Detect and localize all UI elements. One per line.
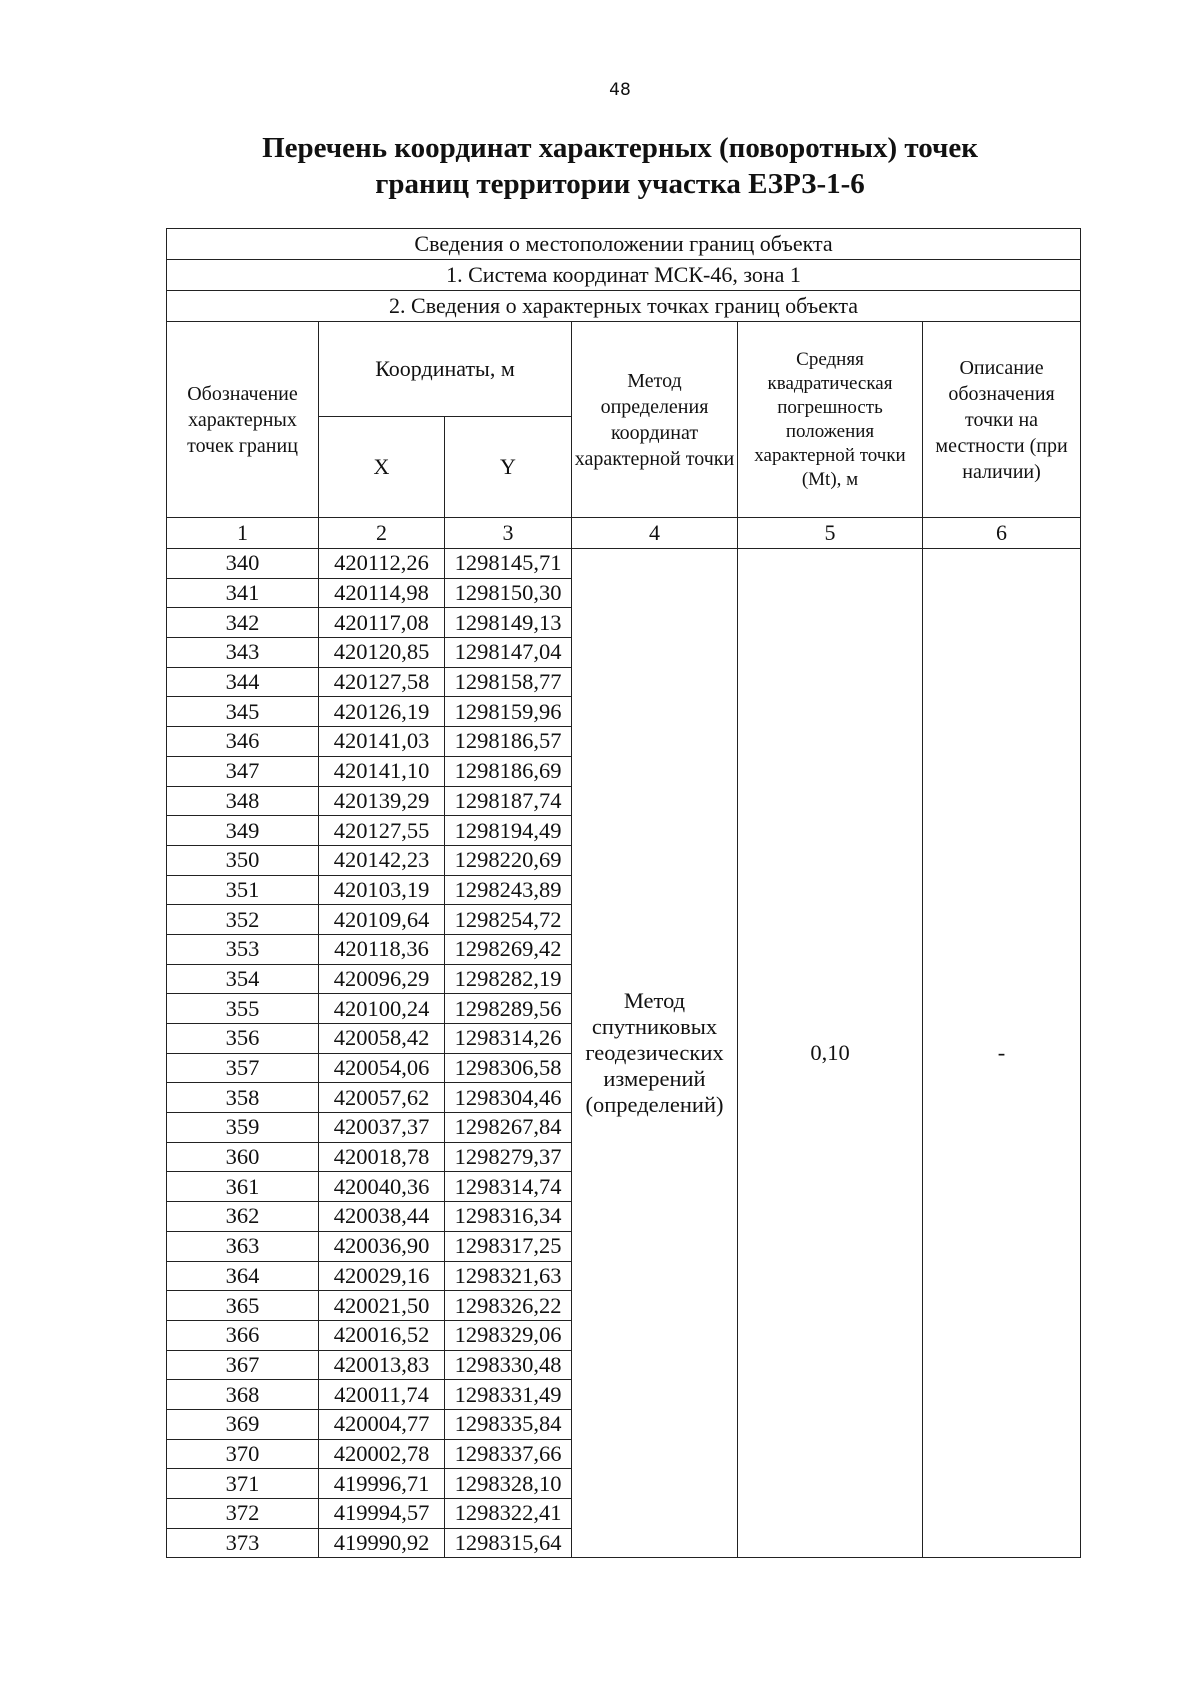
x-coordinate-cell: 420112,26	[319, 549, 445, 579]
point-number-cell: 369	[167, 1409, 319, 1439]
y-coordinate-cell: 1298220,69	[445, 845, 572, 875]
point-number-cell: 370	[167, 1439, 319, 1469]
header-coordinates: Координаты, м	[319, 322, 572, 417]
y-coordinate-cell: 1298328,10	[445, 1469, 572, 1499]
y-coordinate-cell: 1298321,63	[445, 1261, 572, 1291]
description-value-cell: -	[923, 549, 1081, 1558]
point-number-cell: 359	[167, 1113, 319, 1143]
y-coordinate-cell: 1298335,84	[445, 1409, 572, 1439]
x-coordinate-cell: 420016,52	[319, 1320, 445, 1350]
column-number: 4	[572, 518, 738, 549]
header-y: Y	[445, 417, 572, 518]
x-coordinate-cell: 420114,98	[319, 578, 445, 608]
x-coordinate-cell: 420054,06	[319, 1053, 445, 1083]
point-number-cell: 349	[167, 816, 319, 846]
y-coordinate-cell: 1298158,77	[445, 667, 572, 697]
x-coordinate-cell: 420036,90	[319, 1231, 445, 1261]
y-coordinate-cell: 1298254,72	[445, 905, 572, 935]
x-coordinate-cell: 420057,62	[319, 1083, 445, 1113]
point-number-cell: 341	[167, 578, 319, 608]
point-number-cell: 356	[167, 1024, 319, 1054]
x-coordinate-cell: 420141,03	[319, 727, 445, 757]
table-row	[167, 549, 1081, 579]
x-coordinate-cell: 420139,29	[319, 786, 445, 816]
column-number: 5	[738, 518, 923, 549]
x-coordinate-cell: 420126,19	[319, 697, 445, 727]
y-coordinate-cell: 1298267,84	[445, 1113, 572, 1143]
y-coordinate-cell: 1298243,89	[445, 875, 572, 905]
point-number-cell: 354	[167, 964, 319, 994]
y-coordinate-cell: 1298159,96	[445, 697, 572, 727]
y-coordinate-cell: 1298187,74	[445, 786, 572, 816]
column-number: 3	[445, 518, 572, 549]
y-coordinate-cell: 1298194,49	[445, 816, 572, 846]
y-coordinate-cell: 1298289,56	[445, 994, 572, 1024]
y-coordinate-cell: 1298314,74	[445, 1172, 572, 1202]
point-number-cell: 344	[167, 667, 319, 697]
point-number-cell: 342	[167, 608, 319, 638]
y-coordinate-cell: 1298279,37	[445, 1142, 572, 1172]
table-body	[167, 549, 1081, 1558]
x-coordinate-cell: 420142,23	[319, 845, 445, 875]
x-coordinate-cell: 420021,50	[319, 1291, 445, 1321]
x-coordinate-cell: 419996,71	[319, 1469, 445, 1499]
y-coordinate-cell: 1298147,04	[445, 638, 572, 668]
x-coordinate-cell: 420004,77	[319, 1409, 445, 1439]
x-coordinate-cell: 420127,58	[319, 667, 445, 697]
y-coordinate-cell: 1298186,57	[445, 727, 572, 757]
document-title-line-1: Перечень координат характерных (поворотных) точек	[262, 132, 978, 164]
x-coordinate-cell: 420037,37	[319, 1113, 445, 1143]
y-coordinate-cell: 1298282,19	[445, 964, 572, 994]
x-coordinate-cell: 420040,36	[319, 1172, 445, 1202]
y-coordinate-cell: 1298306,58	[445, 1053, 572, 1083]
x-coordinate-cell: 420141,10	[319, 756, 445, 786]
y-coordinate-cell: 1298186,69	[445, 756, 572, 786]
x-coordinate-cell: 420127,55	[319, 816, 445, 846]
header-mean-error: Средняя квадратическая погрешность положения характерной точки (Mt), м	[738, 322, 923, 518]
y-coordinate-cell: 1298331,49	[445, 1380, 572, 1410]
document-title-line-2: границ территории участка ЕЗРЗ-1-6	[375, 168, 865, 200]
column-number: 6	[923, 518, 1081, 549]
point-number-cell: 352	[167, 905, 319, 935]
x-coordinate-cell: 420117,08	[319, 608, 445, 638]
y-coordinate-cell: 1298315,64	[445, 1528, 572, 1558]
point-number-cell: 366	[167, 1320, 319, 1350]
x-coordinate-cell: 419990,92	[319, 1528, 445, 1558]
x-coordinate-cell: 420018,78	[319, 1142, 445, 1172]
x-coordinate-cell: 420103,19	[319, 875, 445, 905]
y-coordinate-cell: 1298337,66	[445, 1439, 572, 1469]
x-coordinate-cell: 420038,44	[319, 1202, 445, 1232]
point-number-cell: 368	[167, 1380, 319, 1410]
document-title	[200, 130, 1040, 202]
page-number: 48	[609, 80, 631, 100]
y-coordinate-cell: 1298269,42	[445, 934, 572, 964]
point-number-cell: 348	[167, 786, 319, 816]
point-number-cell: 365	[167, 1291, 319, 1321]
x-coordinate-cell: 419994,57	[319, 1499, 445, 1529]
y-coordinate-cell: 1298304,46	[445, 1083, 572, 1113]
y-coordinate-cell: 1298314,26	[445, 1024, 572, 1054]
y-coordinate-cell: 1298316,34	[445, 1202, 572, 1232]
column-number: 1	[167, 518, 319, 549]
banner-boundary-points: 2. Сведения о характерных точках границ объекта	[167, 291, 1081, 322]
point-number-cell: 350	[167, 845, 319, 875]
y-coordinate-cell: 1298317,25	[445, 1231, 572, 1261]
header-description: Описание обозначения точки на местности (при наличии)	[923, 322, 1081, 518]
coordinates-table	[166, 228, 1081, 1558]
point-number-cell: 340	[167, 549, 319, 579]
x-coordinate-cell: 420058,42	[319, 1024, 445, 1054]
x-coordinate-cell: 420100,24	[319, 994, 445, 1024]
point-number-cell: 343	[167, 638, 319, 668]
banner-coordinate-system: 1. Система координат МСК-46, зона 1	[167, 260, 1081, 291]
y-coordinate-cell: 1298149,13	[445, 608, 572, 638]
point-number-cell: 360	[167, 1142, 319, 1172]
column-number: 2	[319, 518, 445, 549]
point-number-cell: 372	[167, 1499, 319, 1529]
y-coordinate-cell: 1298330,48	[445, 1350, 572, 1380]
x-coordinate-cell: 420011,74	[319, 1380, 445, 1410]
point-number-cell: 357	[167, 1053, 319, 1083]
x-coordinate-cell: 420002,78	[319, 1439, 445, 1469]
point-number-cell: 362	[167, 1202, 319, 1232]
point-number-cell: 361	[167, 1172, 319, 1202]
point-number-cell: 355	[167, 994, 319, 1024]
y-coordinate-cell: 1298326,22	[445, 1291, 572, 1321]
y-coordinate-cell: 1298145,71	[445, 549, 572, 579]
x-coordinate-cell: 420120,85	[319, 638, 445, 668]
point-number-cell: 367	[167, 1350, 319, 1380]
point-number-cell: 353	[167, 934, 319, 964]
y-coordinate-cell: 1298322,41	[445, 1499, 572, 1529]
x-coordinate-cell: 420109,64	[319, 905, 445, 935]
y-coordinate-cell: 1298150,30	[445, 578, 572, 608]
banner-object-location: Сведения о местоположении границ объекта	[167, 229, 1081, 260]
method-value-cell: Метод спутниковых геодезических измерений (определений)	[572, 549, 738, 1558]
x-coordinate-cell: 420096,29	[319, 964, 445, 994]
point-number-cell: 358	[167, 1083, 319, 1113]
x-coordinate-cell: 420118,36	[319, 934, 445, 964]
header-point-designation: Обозначение характерных точек границ	[167, 322, 319, 518]
header-method: Метод определения координат характерной точки	[572, 322, 738, 518]
header-x: X	[319, 417, 445, 518]
point-number-cell: 345	[167, 697, 319, 727]
point-number-cell: 351	[167, 875, 319, 905]
point-number-cell: 346	[167, 727, 319, 757]
y-coordinate-cell: 1298329,06	[445, 1320, 572, 1350]
point-number-cell: 373	[167, 1528, 319, 1558]
mean-error-value-cell: 0,10	[738, 549, 923, 1558]
x-coordinate-cell: 420013,83	[319, 1350, 445, 1380]
point-number-cell: 363	[167, 1231, 319, 1261]
x-coordinate-cell: 420029,16	[319, 1261, 445, 1291]
point-number-cell: 364	[167, 1261, 319, 1291]
point-number-cell: 347	[167, 756, 319, 786]
point-number-cell: 371	[167, 1469, 319, 1499]
